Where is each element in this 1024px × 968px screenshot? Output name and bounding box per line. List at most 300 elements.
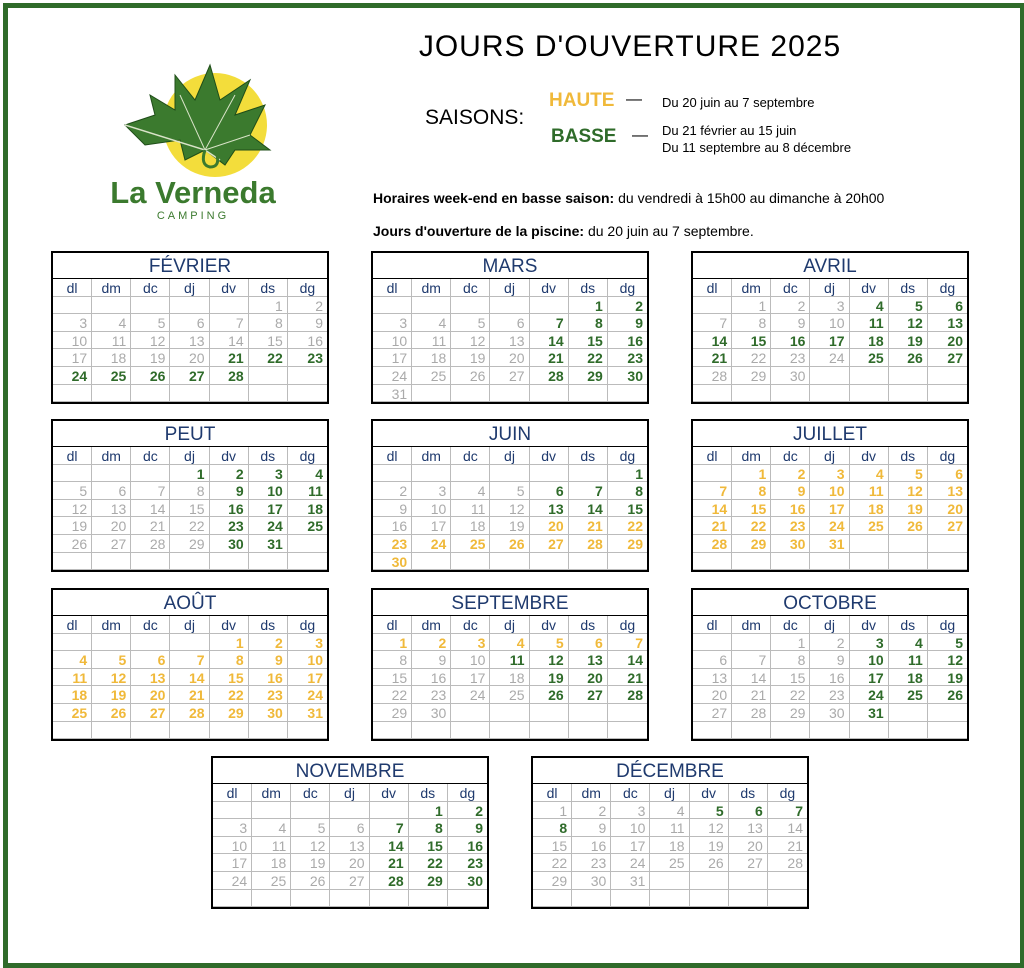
empty-cell xyxy=(572,890,611,908)
day-cell: 17 xyxy=(810,332,849,350)
day-cell: 12 xyxy=(530,651,569,669)
day-cell: 13 xyxy=(928,482,967,500)
weekday-header: dv xyxy=(850,279,889,297)
day-cell: 17 xyxy=(611,837,650,855)
day-cell: 17 xyxy=(53,349,92,367)
day-cell: 26 xyxy=(530,686,569,704)
weekday-header: ds xyxy=(569,447,608,465)
day-cell: 17 xyxy=(288,669,327,687)
day-cell: 6 xyxy=(490,314,529,332)
day-cell: 30 xyxy=(210,535,249,553)
weekday-header: dl xyxy=(373,447,412,465)
day-cell: 18 xyxy=(850,332,889,350)
day-cell: 2 xyxy=(210,465,249,483)
day-cell: 9 xyxy=(412,651,451,669)
empty-cell xyxy=(693,722,732,740)
day-cell: 16 xyxy=(572,837,611,855)
empty-cell xyxy=(170,553,209,571)
day-cell: 21 xyxy=(370,854,409,872)
day-cell: 10 xyxy=(53,332,92,350)
day-cell: 14 xyxy=(608,651,647,669)
day-cell: 18 xyxy=(650,837,689,855)
day-cell: 9 xyxy=(771,482,810,500)
empty-cell xyxy=(850,553,889,571)
empty-cell xyxy=(170,634,209,652)
day-cell: 13 xyxy=(729,819,768,837)
day-cell: 8 xyxy=(608,482,647,500)
empty-cell xyxy=(850,367,889,385)
weekday-header: dj xyxy=(490,279,529,297)
day-cell: 17 xyxy=(810,500,849,518)
weekday-header: dj xyxy=(810,616,849,634)
day-cell: 19 xyxy=(291,854,330,872)
day-cell: 26 xyxy=(291,872,330,890)
empty-cell xyxy=(889,385,928,403)
weekday-header: dg xyxy=(608,616,647,634)
day-cell: 22 xyxy=(732,517,771,535)
day-cell: 30 xyxy=(373,553,412,571)
weekday-header: dl xyxy=(693,279,732,297)
day-cell: 5 xyxy=(928,634,967,652)
weekday-header: dc xyxy=(451,447,490,465)
day-cell: 7 xyxy=(170,651,209,669)
day-cell: 1 xyxy=(210,634,249,652)
day-cell: 28 xyxy=(530,367,569,385)
day-cell: 3 xyxy=(850,634,889,652)
weekday-header: dj xyxy=(810,447,849,465)
day-cell: 11 xyxy=(252,837,291,855)
day-cell: 9 xyxy=(771,314,810,332)
empty-cell xyxy=(530,553,569,571)
day-cell: 16 xyxy=(448,837,487,855)
empty-cell xyxy=(249,553,288,571)
day-cell: 13 xyxy=(92,500,131,518)
day-cell: 20 xyxy=(729,837,768,855)
weekday-header: ds xyxy=(729,784,768,802)
day-cell: 7 xyxy=(530,314,569,332)
empty-cell xyxy=(608,553,647,571)
day-cell: 3 xyxy=(53,314,92,332)
empty-cell xyxy=(412,297,451,315)
day-cell: 30 xyxy=(448,872,487,890)
basse-desc-2: Du 11 septembre au 8 décembre xyxy=(662,140,852,155)
day-cell: 16 xyxy=(249,669,288,687)
day-cell: 27 xyxy=(928,349,967,367)
day-cell: 7 xyxy=(370,819,409,837)
day-cell: 18 xyxy=(53,686,92,704)
empty-cell xyxy=(330,802,369,820)
day-cell: 13 xyxy=(330,837,369,855)
day-cell: 5 xyxy=(92,651,131,669)
day-cell: 29 xyxy=(732,367,771,385)
day-cell: 30 xyxy=(572,872,611,890)
day-cell: 6 xyxy=(530,482,569,500)
day-cell: 6 xyxy=(928,297,967,315)
day-cell: 15 xyxy=(771,669,810,687)
empty-cell xyxy=(451,704,490,722)
day-cell: 28 xyxy=(768,854,807,872)
day-cell: 12 xyxy=(928,651,967,669)
empty-cell xyxy=(490,553,529,571)
day-cell: 20 xyxy=(490,349,529,367)
day-cell: 10 xyxy=(810,314,849,332)
day-cell: 20 xyxy=(530,517,569,535)
day-cell: 2 xyxy=(249,634,288,652)
day-cell: 25 xyxy=(490,686,529,704)
day-cell: 27 xyxy=(330,872,369,890)
empty-cell xyxy=(771,722,810,740)
month-calendar xyxy=(691,588,969,741)
weekday-header: dc xyxy=(771,616,810,634)
day-cell: 28 xyxy=(569,535,608,553)
day-cell: 15 xyxy=(533,837,572,855)
month-calendar xyxy=(51,419,329,572)
month-calendar xyxy=(371,419,649,572)
day-cell: 20 xyxy=(928,332,967,350)
day-cell: 4 xyxy=(252,819,291,837)
empty-cell xyxy=(810,553,849,571)
weekday-header: dg xyxy=(288,447,327,465)
page-title: JOURS D'OUVERTURE 2025 xyxy=(418,30,842,63)
empty-cell xyxy=(249,722,288,740)
day-cell: 3 xyxy=(249,465,288,483)
weekday-header: dm xyxy=(412,616,451,634)
empty-cell xyxy=(533,890,572,908)
day-cell: 15 xyxy=(373,669,412,687)
day-cell: 28 xyxy=(170,704,209,722)
day-cell: 1 xyxy=(771,634,810,652)
day-cell: 11 xyxy=(850,482,889,500)
day-cell: 18 xyxy=(412,349,451,367)
day-cell: 26 xyxy=(490,535,529,553)
day-cell: 14 xyxy=(530,332,569,350)
day-cell: 7 xyxy=(768,802,807,820)
weekday-header: dl xyxy=(53,447,92,465)
empty-cell xyxy=(490,722,529,740)
day-cell: 26 xyxy=(451,367,490,385)
weekday-header: dv xyxy=(850,616,889,634)
day-cell: 11 xyxy=(889,651,928,669)
weekday-header: dm xyxy=(252,784,291,802)
day-cell: 13 xyxy=(530,500,569,518)
day-cell: 9 xyxy=(288,314,327,332)
weekday-header: dj xyxy=(650,784,689,802)
weekday-header: dv xyxy=(210,616,249,634)
day-cell: 26 xyxy=(131,367,170,385)
day-cell: 23 xyxy=(249,686,288,704)
day-cell: 10 xyxy=(373,332,412,350)
weekday-header: dm xyxy=(732,279,771,297)
haute-desc: Du 20 juin au 7 septembre xyxy=(662,95,815,110)
month-name: JUILLET xyxy=(693,421,967,447)
day-cell: 12 xyxy=(490,500,529,518)
day-cell: 11 xyxy=(650,819,689,837)
day-cell: 26 xyxy=(690,854,729,872)
weekday-header: dv xyxy=(690,784,729,802)
day-cell: 13 xyxy=(170,332,209,350)
day-cell: 23 xyxy=(771,349,810,367)
empty-cell xyxy=(370,802,409,820)
empty-cell xyxy=(288,722,327,740)
day-cell: 14 xyxy=(370,837,409,855)
day-cell: 8 xyxy=(732,314,771,332)
empty-cell xyxy=(53,722,92,740)
empty-cell xyxy=(490,704,529,722)
day-cell: 20 xyxy=(92,517,131,535)
day-cell: 26 xyxy=(889,517,928,535)
day-cell: 27 xyxy=(92,535,131,553)
weekday-header: dc xyxy=(291,784,330,802)
weekday-header: dm xyxy=(92,616,131,634)
day-cell: 20 xyxy=(170,349,209,367)
month-name: DÉCEMBRE xyxy=(533,758,807,784)
day-cell: 16 xyxy=(608,332,647,350)
day-cell: 28 xyxy=(210,367,249,385)
empty-cell xyxy=(92,634,131,652)
day-cell: 16 xyxy=(412,669,451,687)
weekday-header: dg xyxy=(928,447,967,465)
day-cell: 21 xyxy=(693,349,732,367)
empty-cell xyxy=(810,722,849,740)
day-cell: 21 xyxy=(210,349,249,367)
day-cell: 4 xyxy=(53,651,92,669)
weekday-header: ds xyxy=(249,447,288,465)
weekday-header: ds xyxy=(889,447,928,465)
day-cell: 12 xyxy=(889,482,928,500)
empty-cell xyxy=(768,872,807,890)
day-cell: 1 xyxy=(732,297,771,315)
day-cell: 25 xyxy=(650,854,689,872)
empty-cell xyxy=(729,872,768,890)
day-cell: 23 xyxy=(210,517,249,535)
month-name: FÉVRIER xyxy=(53,253,327,279)
empty-cell xyxy=(373,297,412,315)
day-cell: 22 xyxy=(409,854,448,872)
day-cell: 11 xyxy=(53,669,92,687)
empty-cell xyxy=(291,802,330,820)
month-calendar xyxy=(51,251,329,404)
day-cell: 7 xyxy=(569,482,608,500)
day-cell: 11 xyxy=(490,651,529,669)
basse-label: BASSE xyxy=(551,126,617,147)
weekday-header: dg xyxy=(768,784,807,802)
day-cell: 3 xyxy=(373,314,412,332)
day-cell: 29 xyxy=(210,704,249,722)
day-cell: 11 xyxy=(92,332,131,350)
day-cell: 1 xyxy=(569,297,608,315)
day-cell: 14 xyxy=(693,500,732,518)
empty-cell xyxy=(889,367,928,385)
day-cell: 16 xyxy=(288,332,327,350)
day-cell: 1 xyxy=(732,465,771,483)
weekday-header: dc xyxy=(131,447,170,465)
day-cell: 19 xyxy=(530,669,569,687)
weekday-header: dv xyxy=(850,447,889,465)
empty-cell xyxy=(928,367,967,385)
empty-cell xyxy=(650,890,689,908)
day-cell: 22 xyxy=(569,349,608,367)
day-cell: 5 xyxy=(53,482,92,500)
empty-cell xyxy=(530,297,569,315)
empty-cell xyxy=(569,465,608,483)
weekday-header: dm xyxy=(412,447,451,465)
day-cell: 3 xyxy=(810,297,849,315)
weekday-header: dl xyxy=(53,279,92,297)
day-cell: 3 xyxy=(810,465,849,483)
day-cell: 25 xyxy=(850,517,889,535)
month-calendar xyxy=(691,251,969,404)
day-cell: 21 xyxy=(608,669,647,687)
day-cell: 12 xyxy=(131,332,170,350)
day-cell: 14 xyxy=(210,332,249,350)
weekday-header: ds xyxy=(249,616,288,634)
day-cell: 8 xyxy=(249,314,288,332)
month-name: AOÛT xyxy=(53,590,327,616)
day-cell: 9 xyxy=(448,819,487,837)
empty-cell xyxy=(213,802,252,820)
weekday-header: dj xyxy=(490,616,529,634)
day-cell: 16 xyxy=(373,517,412,535)
weekday-header: ds xyxy=(249,279,288,297)
empty-cell xyxy=(690,890,729,908)
day-cell: 19 xyxy=(451,349,490,367)
empty-cell xyxy=(249,385,288,403)
day-cell: 22 xyxy=(249,349,288,367)
empty-cell xyxy=(850,535,889,553)
weekday-header: dc xyxy=(131,616,170,634)
day-cell: 19 xyxy=(490,517,529,535)
day-cell: 13 xyxy=(569,651,608,669)
empty-cell xyxy=(448,890,487,908)
empty-cell xyxy=(928,722,967,740)
day-cell: 6 xyxy=(693,651,732,669)
empty-cell xyxy=(53,465,92,483)
month-name: AVRIL xyxy=(693,253,967,279)
empty-cell xyxy=(771,553,810,571)
day-cell: 28 xyxy=(131,535,170,553)
empty-cell xyxy=(170,722,209,740)
empty-cell xyxy=(53,634,92,652)
day-cell: 3 xyxy=(213,819,252,837)
day-cell: 23 xyxy=(810,686,849,704)
day-cell: 11 xyxy=(412,332,451,350)
svg-text:La Verneda: La Verneda xyxy=(110,175,276,210)
empty-cell xyxy=(889,535,928,553)
weekday-header: dv xyxy=(370,784,409,802)
day-cell: 14 xyxy=(768,819,807,837)
day-cell: 6 xyxy=(92,482,131,500)
day-cell: 21 xyxy=(170,686,209,704)
day-cell: 19 xyxy=(92,686,131,704)
day-cell: 14 xyxy=(131,500,170,518)
day-cell: 29 xyxy=(409,872,448,890)
day-cell: 1 xyxy=(608,465,647,483)
weekday-header: ds xyxy=(569,616,608,634)
day-cell: 9 xyxy=(572,819,611,837)
weekday-header: dc xyxy=(611,784,650,802)
day-cell: 6 xyxy=(170,314,209,332)
day-cell: 20 xyxy=(330,854,369,872)
empty-cell xyxy=(210,297,249,315)
weekday-header: dc xyxy=(131,279,170,297)
day-cell: 19 xyxy=(889,332,928,350)
day-cell: 14 xyxy=(170,669,209,687)
day-cell: 22 xyxy=(533,854,572,872)
weekday-header: ds xyxy=(889,279,928,297)
empty-cell xyxy=(252,802,291,820)
empty-cell xyxy=(693,385,732,403)
day-cell: 9 xyxy=(608,314,647,332)
day-cell: 8 xyxy=(170,482,209,500)
day-cell: 25 xyxy=(288,517,327,535)
day-cell: 19 xyxy=(889,500,928,518)
day-cell: 7 xyxy=(732,651,771,669)
day-cell: 18 xyxy=(451,517,490,535)
empty-cell xyxy=(889,553,928,571)
day-cell: 31 xyxy=(288,704,327,722)
empty-cell xyxy=(693,553,732,571)
empty-cell xyxy=(690,872,729,890)
empty-cell xyxy=(693,297,732,315)
empty-cell xyxy=(693,465,732,483)
day-cell: 21 xyxy=(569,517,608,535)
day-cell: 27 xyxy=(928,517,967,535)
empty-cell xyxy=(412,385,451,403)
day-cell: 2 xyxy=(288,297,327,315)
weekday-header: dg xyxy=(608,279,647,297)
empty-cell xyxy=(569,385,608,403)
day-cell: 13 xyxy=(928,314,967,332)
weekday-header: dm xyxy=(92,447,131,465)
weekday-header: dg xyxy=(608,447,647,465)
day-cell: 31 xyxy=(810,535,849,553)
day-cell: 5 xyxy=(451,314,490,332)
weekday-header: dv xyxy=(210,447,249,465)
empty-cell xyxy=(732,385,771,403)
day-cell: 29 xyxy=(732,535,771,553)
day-cell: 24 xyxy=(373,367,412,385)
day-cell: 22 xyxy=(210,686,249,704)
month-calendar xyxy=(531,756,809,909)
day-cell: 25 xyxy=(53,704,92,722)
empty-cell xyxy=(768,890,807,908)
day-cell: 17 xyxy=(373,349,412,367)
day-cell: 24 xyxy=(611,854,650,872)
haute-label: HAUTE xyxy=(549,90,615,111)
empty-cell xyxy=(569,704,608,722)
day-cell: 16 xyxy=(771,332,810,350)
day-cell: 3 xyxy=(611,802,650,820)
day-cell: 12 xyxy=(451,332,490,350)
empty-cell xyxy=(131,722,170,740)
day-cell: 28 xyxy=(370,872,409,890)
day-cell: 29 xyxy=(569,367,608,385)
day-cell: 4 xyxy=(412,314,451,332)
empty-cell xyxy=(288,385,327,403)
day-cell: 27 xyxy=(490,367,529,385)
day-cell: 4 xyxy=(490,634,529,652)
day-cell: 3 xyxy=(288,634,327,652)
empty-cell xyxy=(210,722,249,740)
day-cell: 17 xyxy=(213,854,252,872)
day-cell: 2 xyxy=(771,297,810,315)
day-cell: 16 xyxy=(810,669,849,687)
weekday-header: dv xyxy=(530,447,569,465)
weekday-header: dm xyxy=(92,279,131,297)
empty-cell xyxy=(131,465,170,483)
day-cell: 30 xyxy=(412,704,451,722)
day-cell: 8 xyxy=(732,482,771,500)
